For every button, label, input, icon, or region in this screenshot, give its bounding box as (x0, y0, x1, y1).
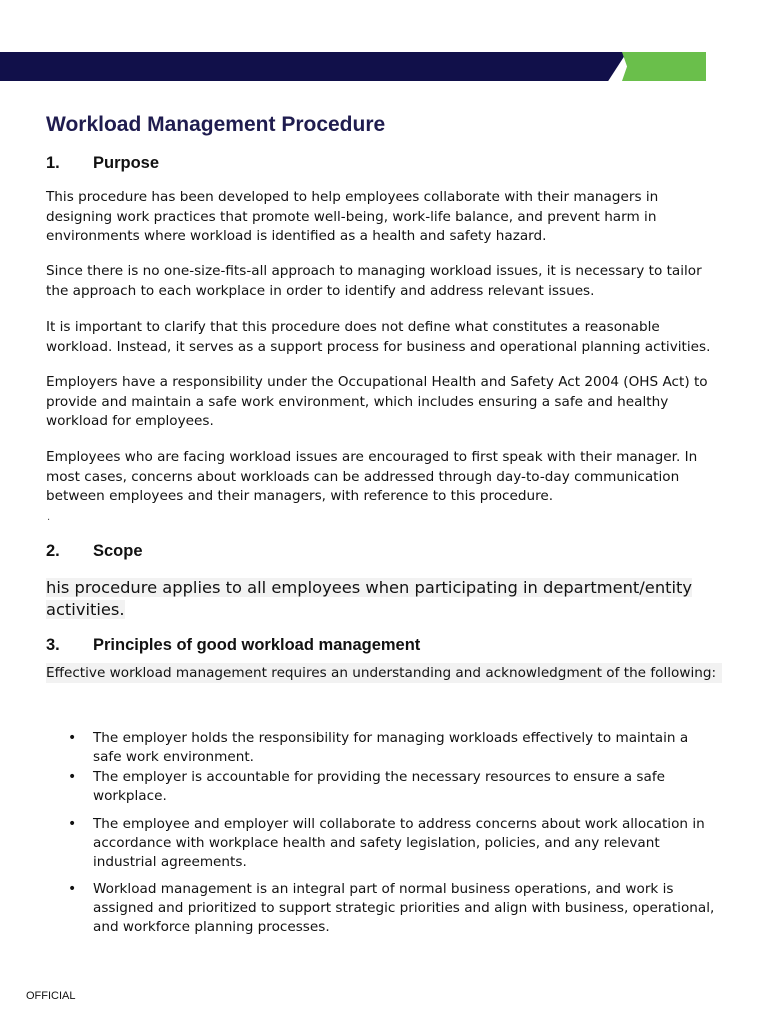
section-title: Principles of good workload management (93, 636, 421, 654)
document-title: Workload Management Procedure (46, 113, 386, 136)
principle-item-4: Workload management is an integral part of normal business operations, and work is assigned and prioritized to support strategic priorities and align with business, operational, and workforce planning processes. (93, 881, 715, 935)
section-number: 1. (46, 154, 60, 172)
stray-period: . (47, 512, 51, 523)
section-number: 3. (46, 636, 60, 654)
section-title: Purpose (93, 154, 160, 172)
scope-text: his procedure applies to all employees when participating in department/entity activities. (46, 578, 693, 619)
section-heading-purpose (46, 154, 159, 173)
principle-item-1: The employer holds the responsibility for managing workloads effectively to maintain a safe work environment. (93, 730, 689, 765)
principles-intro: Effective workload management requires an understanding and acknowledgment of the following: (46, 663, 722, 683)
scope-paragraph (46, 577, 726, 621)
purpose-paragraph-2: Since there is no one-size-fits-all approach to managing workload issues, it is necessary to tailor the approach to each workplace in order to identify and address relevant issues. (46, 263, 702, 299)
header-banner (0, 52, 627, 81)
principle-item-2: The employer is accountable for providing the necessary resources to ensure a safe workplace. (93, 769, 665, 804)
purpose-paragraph-5: Employees who are facing workload issues are encouraged to first speak with their manager. In most cases, concerns about workloads can be addressed through day-to-day communication between employees and their managers, with reference to this procedure. (46, 449, 698, 504)
header-accent (622, 52, 706, 81)
bullet-icon: • (68, 881, 77, 897)
section-heading-principles (46, 636, 420, 655)
purpose-paragraph-4: Employers have a responsibility under the Occupational Health and Safety Act 2004 (OHS Act) to provide and maintain a safe work environment, which includes ensuring a safe and healthy workload for employees. (46, 374, 708, 429)
bullet-icon: • (68, 769, 77, 785)
purpose-paragraph-3: It is important to clarify that this procedure does not define what constitutes a reasonable workload. Instead, it serves as a support process for business and operational planning activities. (46, 319, 711, 355)
section-number: 2. (46, 542, 60, 560)
bullet-icon: • (68, 816, 77, 832)
purpose-paragraph-1: This procedure has been developed to help employees collaborate with their managers in designing work practices that promote well-being, work-life balance, and prevent harm in environments where workload is identified as a health and safety hazard. (46, 189, 659, 244)
classification-label: OFFICIAL (26, 990, 76, 1002)
section-heading-scope (46, 542, 143, 561)
principle-item-3: The employee and employer will collaborate to address concerns about work allocation in accordance with workplace health and safety legislation, policies, and any relevant industrial agreements. (93, 816, 705, 870)
bullet-icon: • (68, 730, 77, 746)
section-title: Scope (93, 542, 143, 560)
